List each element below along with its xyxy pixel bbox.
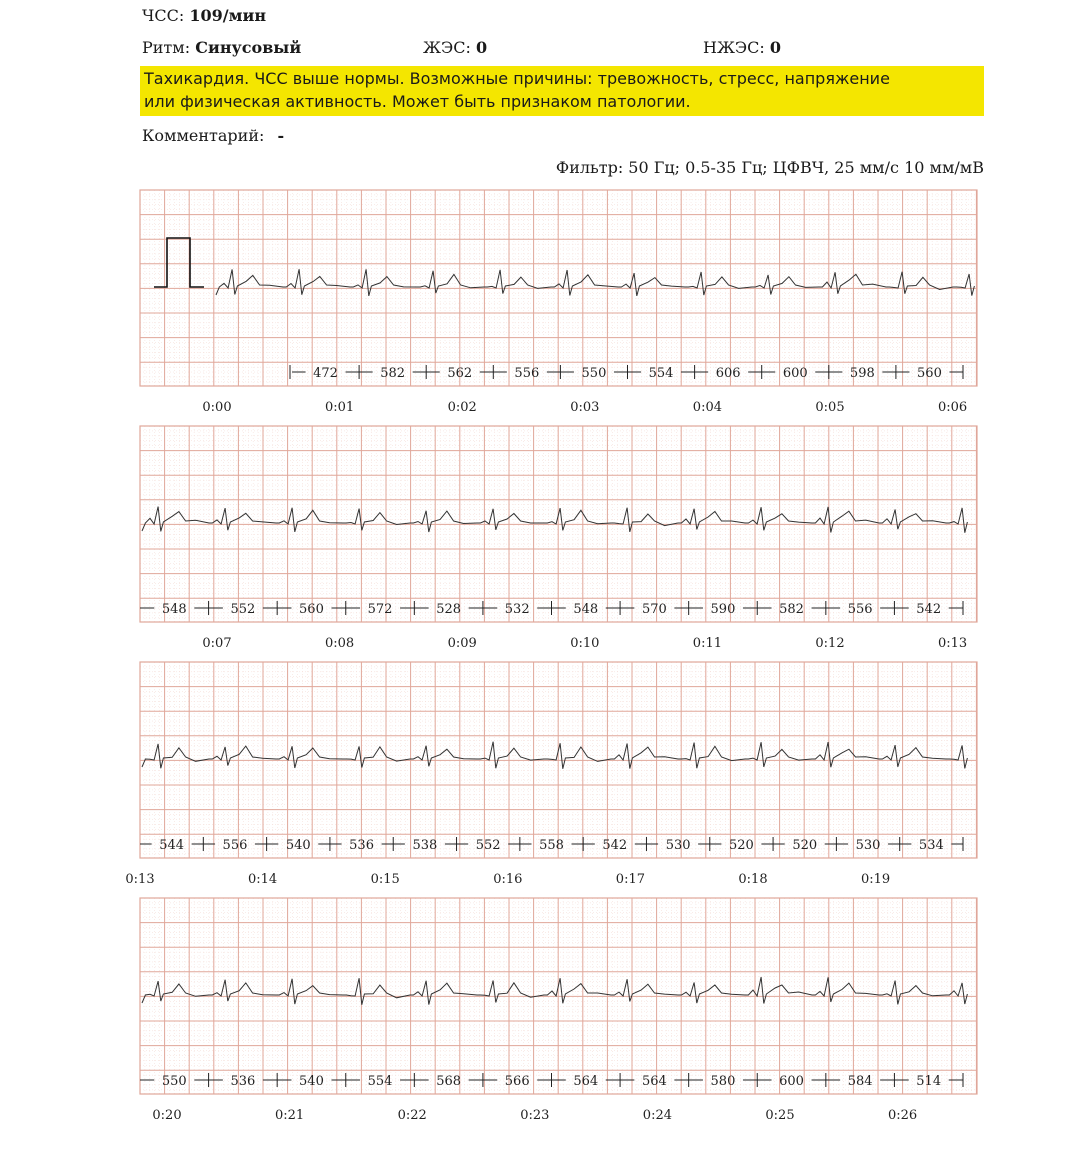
rr-interval-label: 600	[779, 1074, 804, 1089]
pvc-row	[423, 38, 487, 57]
time-label: 0:12	[815, 636, 845, 651]
rr-interval-label: 600	[782, 366, 808, 381]
rhythm-label: Ритм:	[142, 38, 191, 57]
heart-rate-label: ЧСС:	[142, 6, 185, 25]
rr-interval-label: 560	[917, 366, 942, 381]
rr-interval-label: 472	[313, 366, 338, 381]
time-label: 0:25	[765, 1108, 795, 1123]
rhythm-row	[142, 38, 301, 57]
rr-interval-label: 558	[539, 838, 564, 853]
time-label: 0:06	[937, 400, 968, 415]
rr-interval-label: 548	[161, 602, 187, 617]
rr-interval-label: 534	[918, 838, 944, 853]
time-label: 0:16	[493, 872, 523, 887]
comment-value: -	[277, 126, 285, 145]
heart-rate-value: 109/мин	[189, 6, 267, 25]
rr-interval-label: 532	[504, 602, 530, 617]
rr-interval-label: 556	[847, 602, 873, 617]
rr-interval-label: 582	[380, 366, 406, 381]
comment-label: Комментарий:	[142, 126, 265, 145]
rr-interval-label: 530	[855, 838, 881, 853]
rr-interval-label: 590	[710, 602, 736, 617]
time-label: 0:26	[887, 1108, 918, 1123]
time-label: 0:19	[860, 872, 891, 887]
rr-interval-label: 538	[412, 838, 438, 853]
rr-interval-label: 536	[349, 838, 374, 853]
filter-settings: Фильтр: 50 Гц; 0.5-35 Гц; ЦФВЧ, 25 мм/с 10 мм/мВ	[555, 158, 984, 177]
tachycardia-alert	[140, 66, 984, 116]
rr-interval-label: 544	[159, 838, 185, 853]
time-label: 0:17	[615, 872, 646, 887]
time-label: 0:11	[692, 636, 723, 651]
rr-interval-label: 556	[222, 838, 248, 853]
pvc-label: ЖЭС:	[423, 38, 471, 57]
ecg-strip-1	[120, 180, 1010, 416]
time-label: 0:20	[152, 1108, 182, 1123]
rr-interval-label: 568	[436, 1074, 462, 1089]
rr-interval-label: 542	[916, 602, 942, 617]
rr-interval-label: 584	[847, 1074, 873, 1089]
time-label: 0:09	[447, 636, 477, 651]
rr-interval-label: 550	[581, 366, 607, 381]
time-label: 0:14	[247, 872, 278, 887]
alert-line-2: или физическая активность. Может быть признаком патологии.	[144, 92, 691, 111]
rr-interval-label: 554	[367, 1074, 393, 1089]
time-label: 0:15	[370, 872, 400, 887]
rr-interval-label: 598	[849, 366, 875, 381]
time-label: 0:05	[815, 400, 845, 415]
alert-line-1: Тахикардия. ЧСС выше нормы. Возможные причины: тревожность, стресс, напряжение	[144, 69, 890, 88]
time-label: 0:07	[202, 636, 232, 651]
rr-interval-label: 530	[665, 838, 691, 853]
pac-label: НЖЭС:	[703, 38, 765, 57]
rr-interval-label: 542	[602, 838, 628, 853]
rr-interval-label: 514	[916, 1074, 942, 1089]
time-label: 0:13	[937, 636, 968, 651]
rr-interval-label: 550	[161, 1074, 187, 1089]
time-label: 0:24	[642, 1108, 673, 1123]
rr-interval-label: 572	[367, 602, 393, 617]
rr-interval-label: 562	[447, 366, 473, 381]
rr-interval-label: 540	[285, 838, 311, 853]
rr-interval-label: 552	[475, 838, 501, 853]
time-label: 0:21	[274, 1108, 305, 1123]
pvc-value: 0	[475, 38, 488, 57]
rr-interval-label: 528	[436, 602, 462, 617]
time-label: 0:23	[520, 1108, 550, 1123]
time-label: 0:01	[324, 400, 355, 415]
rr-interval-label: 556	[514, 366, 540, 381]
rhythm-value: Синусовый	[195, 38, 302, 57]
time-label: 0:03	[570, 400, 600, 415]
rr-interval-label: 560	[299, 602, 324, 617]
heart-rate-row	[142, 6, 266, 25]
time-label: 0:02	[447, 400, 477, 415]
rr-interval-label: 520	[729, 838, 754, 853]
time-label: 0:18	[738, 872, 768, 887]
rr-interval-label: 564	[573, 1074, 599, 1089]
rr-interval-label: 566	[504, 1074, 530, 1089]
pac-value: 0	[769, 38, 782, 57]
time-label: 0:10	[570, 636, 600, 651]
rr-interval-label: 580	[710, 1074, 736, 1089]
ecg-strip-4	[120, 888, 1010, 1124]
time-label: 0:08	[324, 636, 355, 651]
rr-interval-label: 536	[230, 1074, 256, 1089]
calibration-pulse	[154, 238, 204, 287]
pac-row	[703, 38, 781, 57]
rr-interval-label: 548	[573, 602, 599, 617]
rr-interval-label: 564	[641, 1074, 667, 1089]
rr-interval-label: 554	[648, 366, 674, 381]
time-label: 0:00	[202, 400, 232, 415]
rr-interval-label: 606	[715, 366, 741, 381]
comment-row	[142, 126, 284, 145]
rr-interval-label: 520	[792, 838, 818, 853]
time-label: 0:04	[692, 400, 723, 415]
time-label: 0:13	[125, 872, 155, 887]
time-label: 0:22	[397, 1108, 427, 1123]
ecg-strip-3	[120, 652, 1010, 888]
rr-interval-label: 540	[299, 1074, 324, 1089]
ecg-trace	[216, 269, 974, 296]
ecg-strip-2	[120, 416, 1010, 652]
rr-interval-label: 570	[641, 602, 667, 617]
rr-interval-label: 552	[230, 602, 256, 617]
rr-interval-label: 582	[779, 602, 804, 617]
